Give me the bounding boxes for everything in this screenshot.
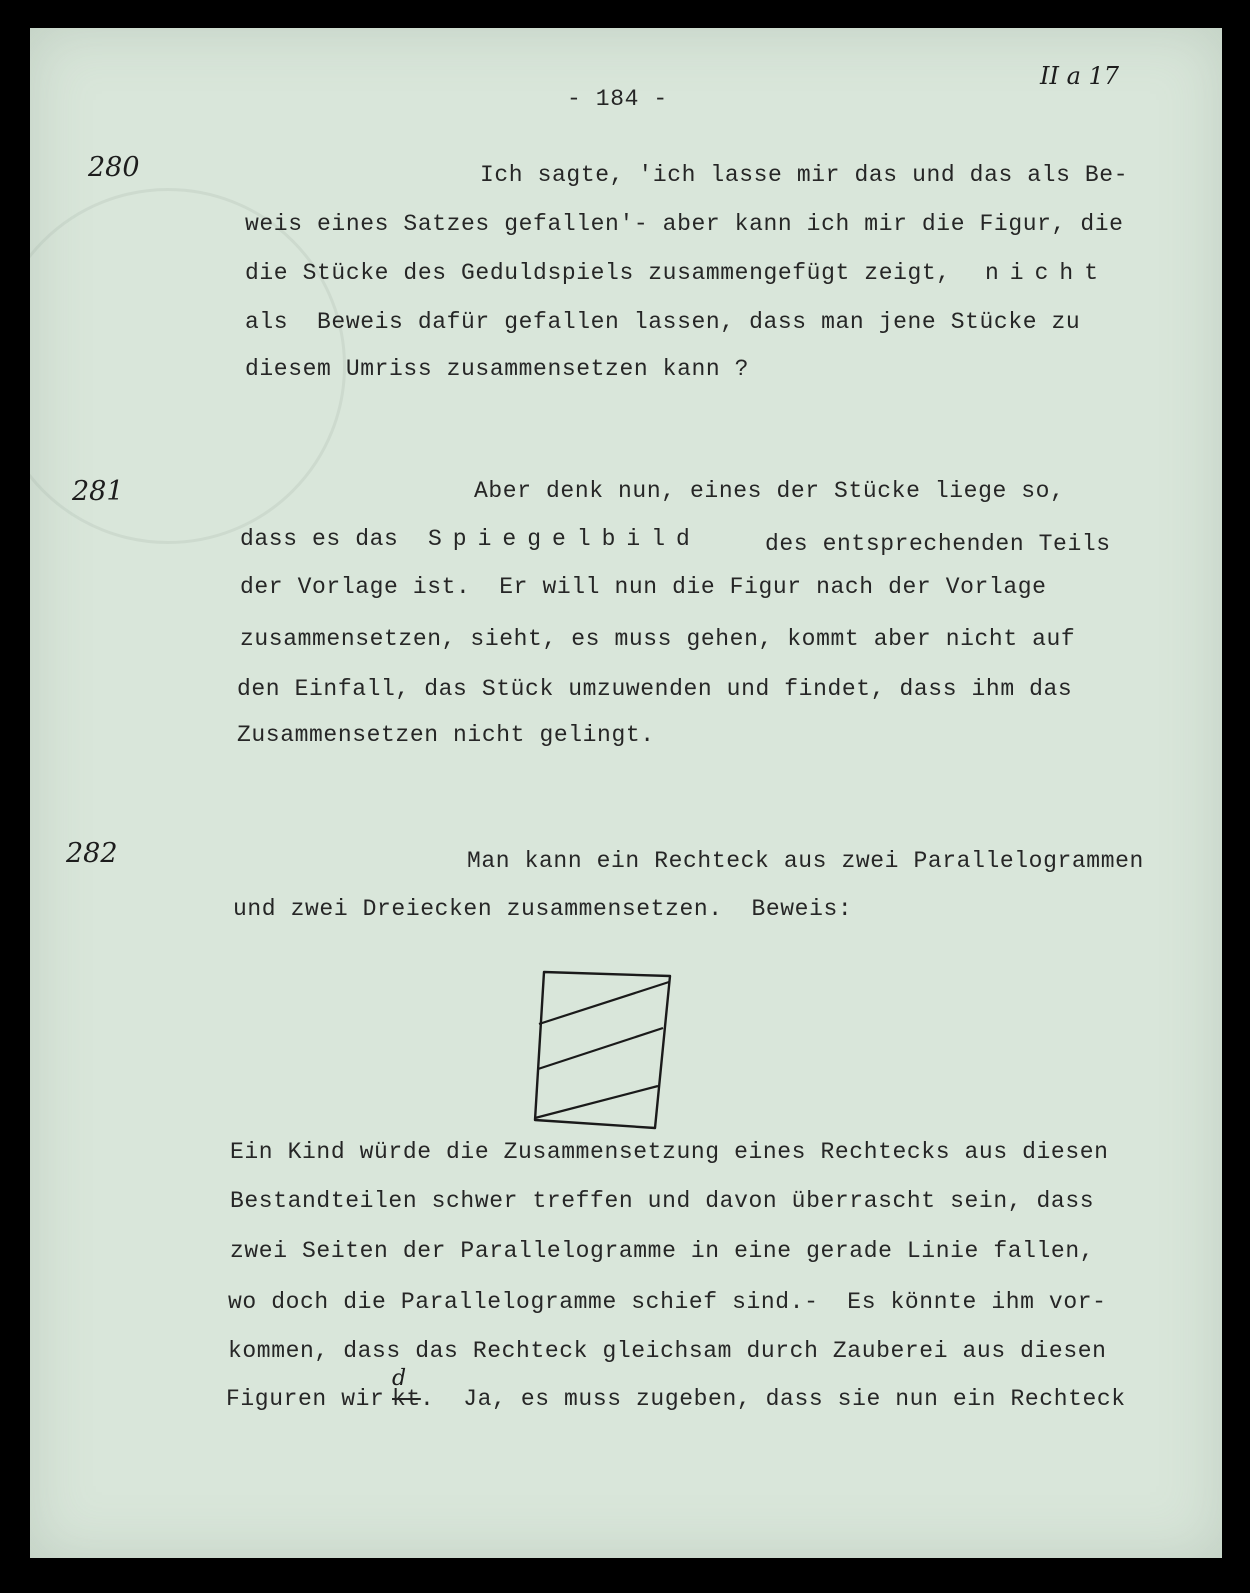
text-line: und zwei Dreiecken zusammensetzen. Beweis: — [233, 896, 853, 922]
text-line: diesem Umriss zusammensetzen kann ? — [245, 356, 750, 382]
emphasized-word: Spiegelbild — [428, 526, 701, 552]
text-line: Bestandteilen schwer treffen und davon überrascht sein, dass — [230, 1188, 1095, 1214]
text-line: Zusammensetzen nicht gelingt. — [237, 722, 655, 748]
remark-number-280: 280 — [88, 152, 140, 183]
struck-letters: kt — [392, 1386, 421, 1412]
rectangle-proof-sketch — [530, 966, 680, 1136]
manuscript-page — [30, 28, 1222, 1558]
text-line: die Stücke des Geduldspiels zusammengefügt zeigt, — [245, 260, 951, 286]
text-line: zwei Seiten der Parallelogramme in eine gerade Linie fallen, — [230, 1238, 1095, 1264]
handwritten-correction: d — [392, 1366, 407, 1391]
text-line: wo doch die Parallelogramme schief sind.- Es könnte ihm vor- — [228, 1289, 1107, 1315]
text-line: . Ja, es muss zugeben, dass sie nun ein Rechteck — [420, 1386, 1126, 1412]
emphasized-word: nicht — [985, 260, 1110, 286]
text-line: Ein Kind würde die Zusammensetzung eines Rechtecks aus diesen — [230, 1139, 1109, 1165]
text-line: kommen, dass das Rechteck gleichsam durch Zauberei aus diesen — [228, 1338, 1107, 1364]
text-line: Man kann ein Rechteck aus zwei Parallelogrammen — [467, 848, 1144, 874]
text-line: als Beweis dafür gefallen lassen, dass man jene Stücke zu — [245, 309, 1081, 335]
text-line: Figuren wir — [226, 1386, 385, 1412]
text-line: Aber denk nun, eines der Stücke liege so, — [474, 478, 1065, 504]
text-line: des entsprechenden Teils — [765, 531, 1111, 557]
text-line: Ich sagte, 'ich lasse mir das und das als Be- — [480, 162, 1129, 188]
text-line: weis eines Satzes gefallen'- aber kann ich mir die Figur, die — [245, 211, 1124, 237]
text-line: den Einfall, das Stück umzuwenden und findet, dass ihm das — [237, 676, 1073, 702]
text-line: dass es das — [240, 526, 399, 552]
page-number: - 184 - — [567, 86, 668, 112]
text-line: zusammensetzen, sieht, es muss gehen, kommt aber nicht auf — [240, 626, 1076, 652]
remark-number-282: 282 — [66, 838, 118, 869]
text-line: der Vorlage ist. Er will nun die Figur nach der Vorlage — [240, 574, 1047, 600]
remark-number-281: 281 — [72, 476, 124, 507]
archive-reference: II a 17 — [1040, 62, 1120, 90]
